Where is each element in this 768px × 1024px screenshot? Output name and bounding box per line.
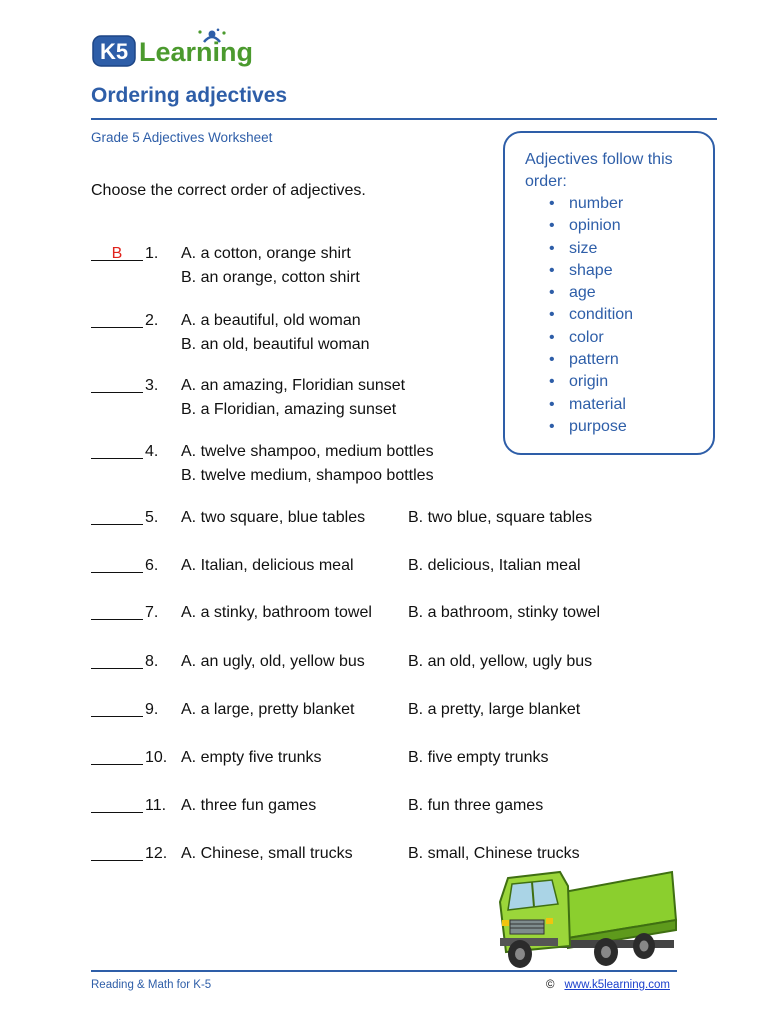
order-item-color: • color (549, 327, 699, 349)
question-number: 5. (145, 509, 159, 526)
question-number: 7. (145, 604, 159, 621)
logo-learning-text: Learning (139, 37, 254, 67)
answer-text: B (111, 245, 123, 262)
question-number: 4. (145, 443, 159, 460)
order-item-opinion: • opinion (549, 215, 699, 237)
option-b: B. twelve medium, shampoo bottles (181, 467, 434, 484)
order-item-pattern: • pattern (549, 349, 699, 371)
footer-website-link[interactable]: www.k5learning.com (564, 979, 670, 991)
answer-blank[interactable] (91, 554, 143, 578)
answer-blank[interactable] (91, 650, 143, 674)
option-a: A. a large, pretty blanket (181, 701, 355, 718)
order-item-condition: • condition (549, 304, 699, 326)
order-item-age: • age (549, 282, 699, 304)
question-number: 9. (145, 701, 159, 718)
page-title: Ordering adjectives (91, 84, 288, 107)
option-b: B. small, Chinese trucks (408, 845, 580, 862)
footer-tagline: Reading & Math for K-5 (91, 979, 212, 991)
answer-blank[interactable] (91, 506, 143, 530)
option-b: B. a Floridian, amazing sunset (181, 401, 397, 418)
question-number: 8. (145, 653, 159, 670)
question-number: 12. (145, 845, 168, 862)
answer-blank[interactable] (91, 698, 143, 722)
answer-blank[interactable] (91, 794, 143, 818)
order-item-purpose: • purpose (549, 416, 699, 438)
worksheet-subtitle: Grade 5 Adjectives Worksheet (91, 130, 273, 145)
instruction-text: Choose the correct order of adjectives. (91, 182, 366, 199)
option-a: A. three fun games (181, 797, 317, 814)
question-number: 11. (145, 797, 167, 814)
option-b: B. an orange, cotton shirt (181, 269, 360, 286)
question-number: 3. (145, 377, 159, 394)
logo-k5-text: K5 (99, 39, 129, 64)
option-a: A. an ugly, old, yellow bus (181, 653, 365, 670)
option-b: B. delicious, Italian meal (408, 557, 581, 574)
option-a: A. two square, blue tables (181, 509, 366, 526)
option-b: B. fun three games (408, 797, 544, 814)
option-a: A. an amazing, Floridian sunset (181, 377, 406, 394)
answer-blank[interactable] (91, 842, 143, 866)
order-item-origin: • origin (549, 371, 699, 393)
option-b: B. two blue, square tables (408, 509, 593, 526)
question-number: 2. (145, 312, 159, 329)
adjective-order-list (525, 193, 699, 438)
rule-box-heading-line2: order: (525, 173, 567, 190)
question-number: 1. (145, 245, 159, 262)
rule-box-heading (525, 149, 699, 193)
option-a: A. a cotton, orange shirt (181, 245, 351, 262)
order-item-size: • size (549, 238, 699, 260)
answer-blank[interactable] (91, 601, 143, 625)
option-b: B. a pretty, large blanket (408, 701, 581, 718)
option-a: A. Italian, delicious meal (181, 557, 354, 574)
copyright-symbol: © (546, 979, 555, 991)
answer-blank[interactable] (91, 440, 143, 464)
question-number: 6. (145, 557, 159, 574)
k5-learning-logo (92, 28, 262, 72)
answer-blank[interactable] (91, 746, 143, 770)
option-a: A. empty five trunks (181, 749, 322, 766)
order-item-material: • material (549, 394, 699, 416)
answer-blank[interactable] (91, 309, 143, 333)
option-b: B. a bathroom, stinky towel (408, 604, 601, 621)
footer-divider (91, 970, 677, 972)
adjective-order-box (503, 131, 715, 455)
footer-copyright (546, 979, 670, 991)
option-a: A. a stinky, bathroom towel (181, 604, 372, 621)
answer-blank[interactable] (91, 374, 143, 398)
question-number: 10. (145, 749, 168, 766)
option-a: A. twelve shampoo, medium bottles (181, 443, 434, 460)
answer-blank[interactable] (91, 242, 143, 266)
option-a: A. a beautiful, old woman (181, 312, 361, 329)
option-b: B. an old, yellow, ugly bus (408, 653, 593, 670)
order-item-number: • number (549, 193, 699, 215)
option-a: A. Chinese, small trucks (181, 845, 353, 862)
green-truck-icon (494, 862, 682, 974)
rule-box-heading-line1: Adjectives follow this (525, 151, 673, 168)
order-item-shape: • shape (549, 260, 699, 282)
option-b: B. an old, beautiful woman (181, 336, 370, 353)
option-b: B. five empty trunks (408, 749, 549, 766)
header-divider (91, 118, 717, 120)
